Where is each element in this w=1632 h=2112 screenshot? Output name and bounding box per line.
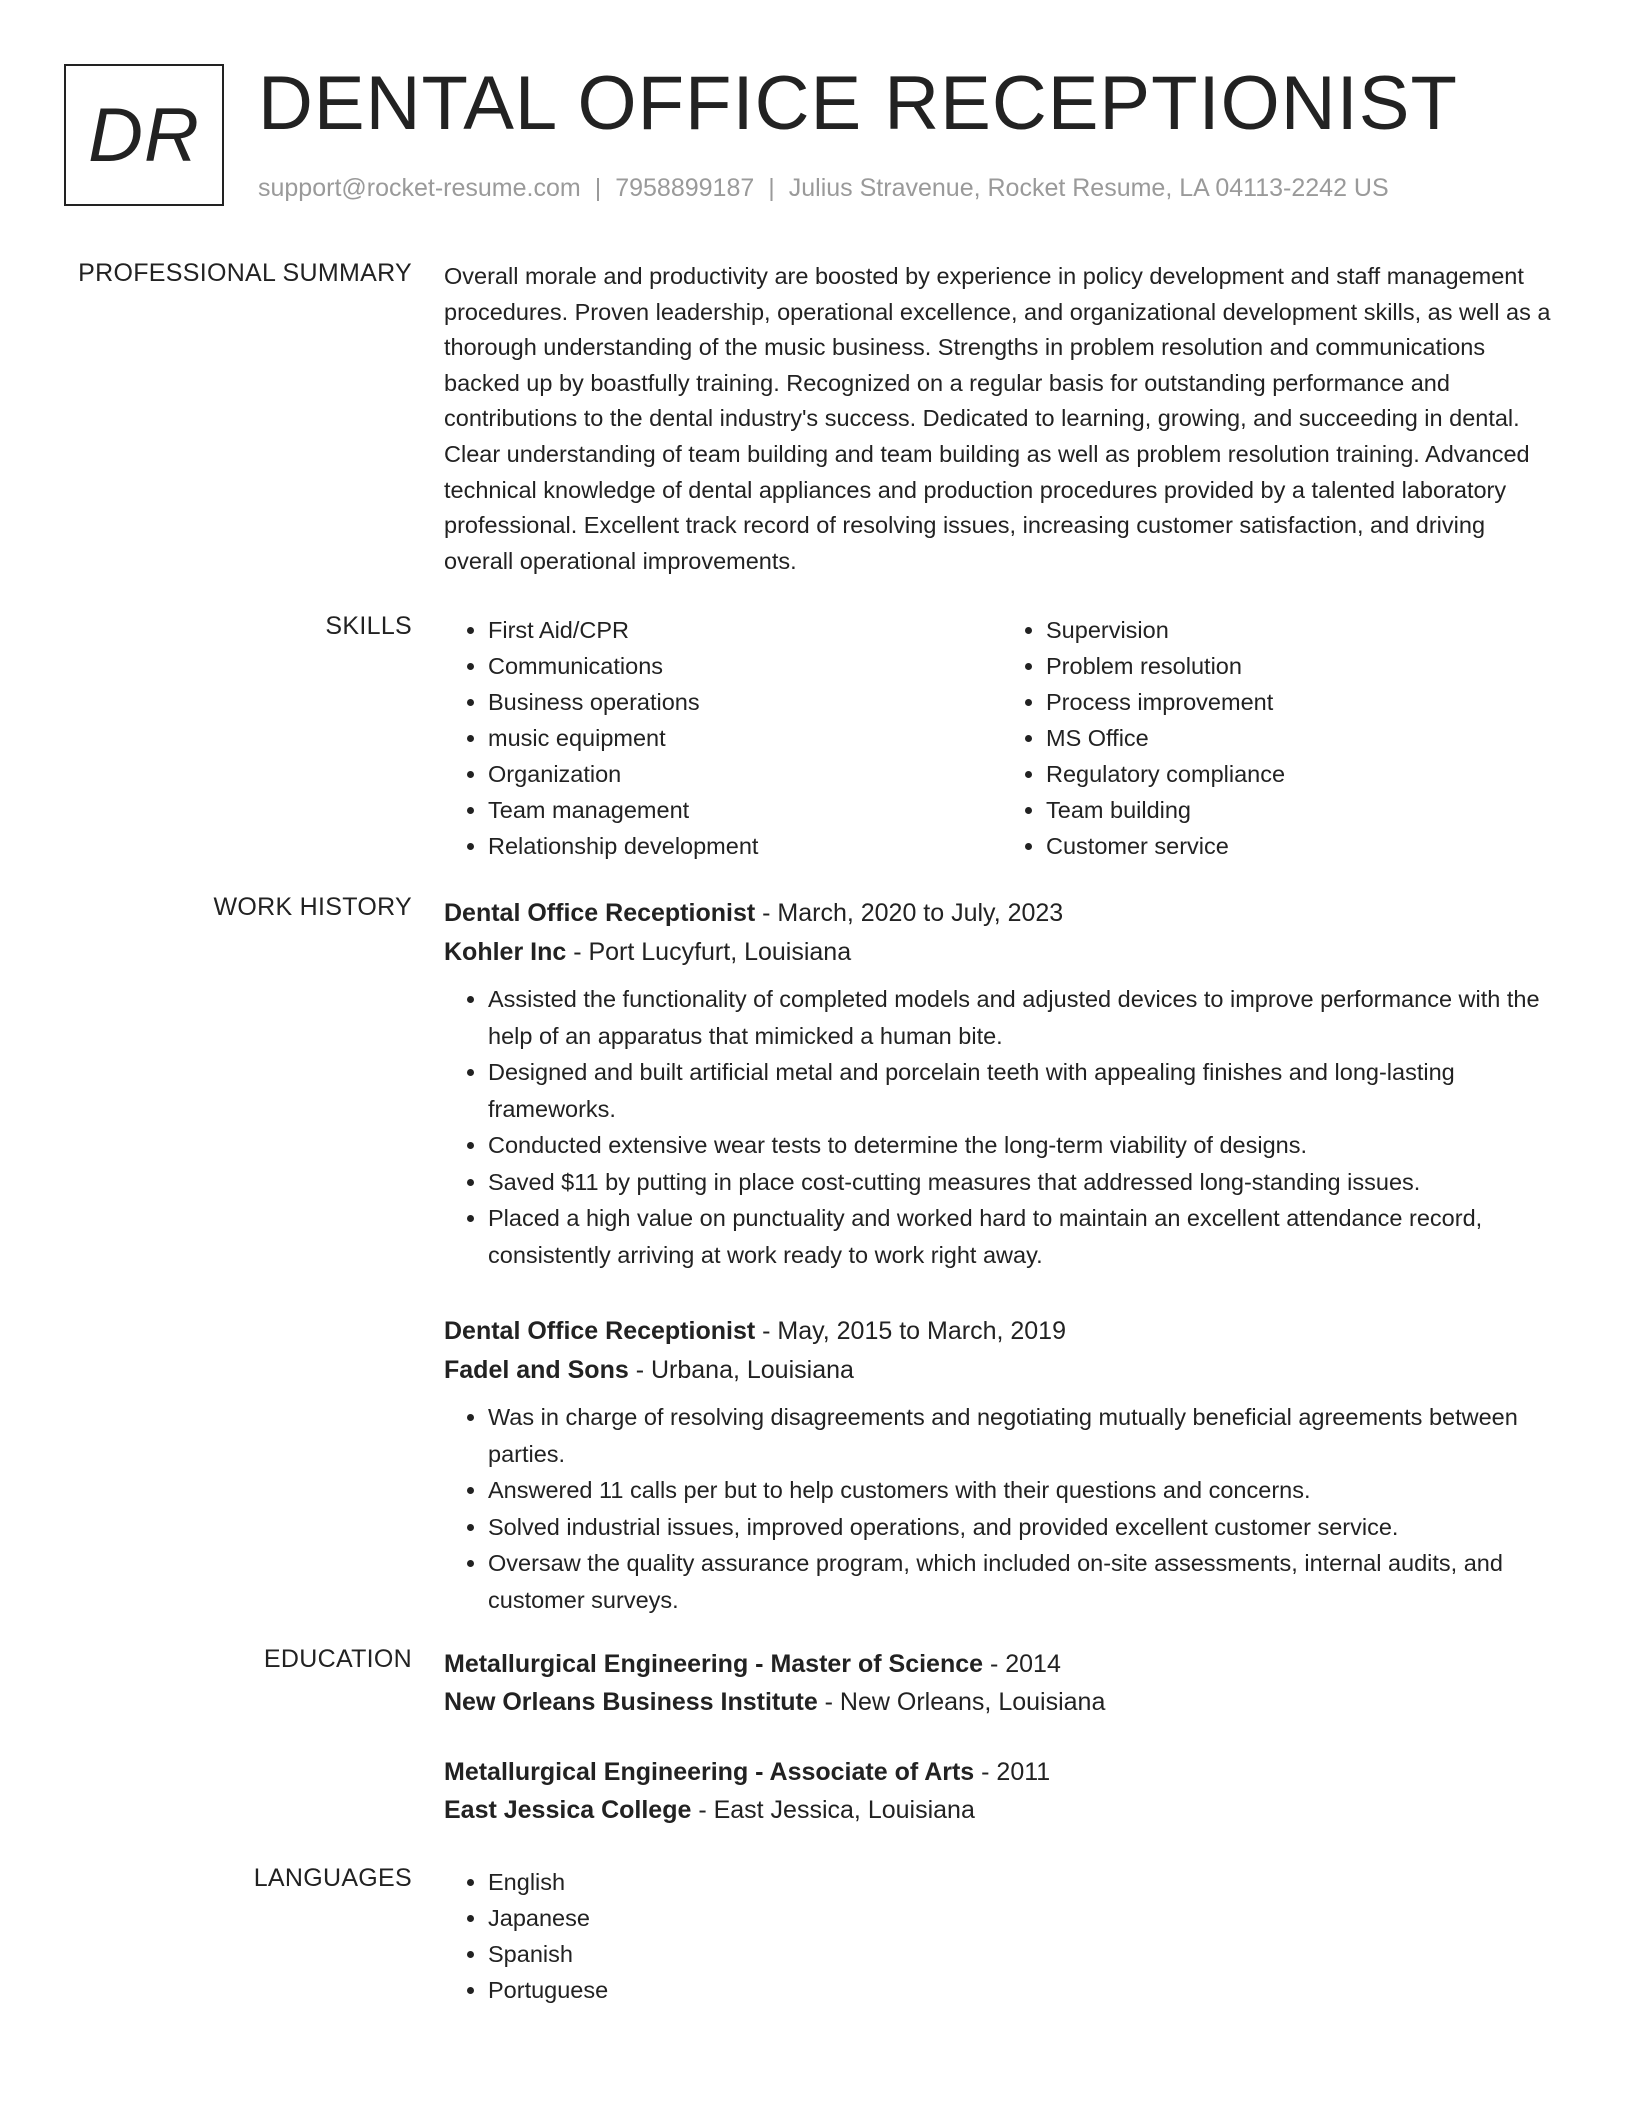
- skill-item: • Team building: [1046, 792, 1560, 828]
- skill-item: • Communications: [488, 648, 1002, 684]
- summary-text: Overall morale and productivity are boosted by experience in policy development and staff management procedures. Proven leadership, operational excellence, and organizational development skills, as well as a thorough understanding of the music business. Strengths in problem resolution and communications backed up by boastfully training. Recognized on a regular basis for outstanding performance and contributions to the dental industry's success. Dedicated to learning, growing, and succeeding in dental. Clear understanding of team building and team building as well as problem resolution training. Advanced technical knowledge of dental appliances and production procedures provided by a talented laboratory professional. Excellent track record of resolving issues, increasing customer satisfaction, and driving overall operational improvements.: [444, 263, 1551, 574]
- skill-item: • MS Office: [1046, 720, 1560, 756]
- contact-separator: |: [768, 174, 775, 202]
- skills-heading: SKILLS: [325, 612, 412, 640]
- education-school: New Orleans Business Institute: [444, 1688, 818, 1716]
- language-item: • Spanish: [488, 1936, 1560, 1972]
- education-location: - East Jessica, Louisiana: [691, 1796, 975, 1824]
- education-entry: [444, 1753, 1560, 1829]
- job-bullet: • Oversaw the quality assurance program, which included on-site assessments, internal audits, and customer surveys.: [488, 1545, 1560, 1618]
- languages-heading: LANGUAGES: [253, 1864, 412, 1892]
- job-bullet: • Assisted the functionality of completed models and adjusted devices to improve performance with the help of an apparatus that mimicked a human bite.: [488, 981, 1560, 1054]
- job-bullets: [444, 1399, 1560, 1618]
- job-bullet: • Solved industrial issues, improved operations, and provided excellent customer service.: [488, 1509, 1560, 1546]
- job-entry: [444, 893, 1560, 1273]
- languages-list: [444, 1864, 1560, 2008]
- education-entry: [444, 1645, 1560, 1721]
- language-item: • Japanese: [488, 1900, 1560, 1936]
- job-dates: - March, 2020 to July, 2023: [755, 899, 1064, 927]
- job-company: Kohler Inc: [444, 938, 567, 966]
- job-bullet: • Conducted extensive wear tests to determine the long-term viability of designs.: [488, 1127, 1560, 1164]
- job-bullet: • Answered 11 calls per but to help customers with their questions and concerns.: [488, 1472, 1560, 1509]
- skill-item: • First Aid/CPR: [488, 612, 1002, 648]
- job-bullets: [444, 981, 1560, 1273]
- job-title: Dental Office Receptionist: [444, 1317, 756, 1345]
- skills-list-left: [444, 612, 1002, 864]
- skill-item: • Relationship development: [488, 828, 1002, 864]
- candidate-name: DENTAL OFFICE RECEPTIONIST: [258, 61, 1458, 146]
- skills-list-right: [1002, 612, 1560, 864]
- job-company: Fadel and Sons: [444, 1356, 629, 1384]
- job-dates: - May, 2015 to March, 2019: [755, 1317, 1066, 1345]
- job-bullet: • Designed and built artificial metal and porcelain teeth with appealing finishes and long-lasting frameworks.: [488, 1054, 1560, 1127]
- skill-item: • music equipment: [488, 720, 1002, 756]
- skill-item: • Organization: [488, 756, 1002, 792]
- job-location: - Urbana, Louisiana: [628, 1356, 854, 1384]
- education-degree: Metallurgical Engineering - Associate of Arts: [444, 1758, 975, 1786]
- contact-email: support@rocket-resume.com: [258, 174, 581, 202]
- skill-item: • Team management: [488, 792, 1002, 828]
- skill-item: • Customer service: [1046, 828, 1560, 864]
- monogram-badge: DR: [64, 64, 224, 206]
- job-bullet: • Was in charge of resolving disagreements and negotiating mutually beneficial agreements between parties.: [488, 1399, 1560, 1472]
- summary-heading: PROFESSIONAL SUMMARY: [78, 259, 412, 287]
- contact-line: [258, 174, 1389, 203]
- contact-separator: |: [594, 174, 602, 202]
- skill-item: • Process improvement: [1046, 684, 1560, 720]
- language-item: • English: [488, 1864, 1560, 1900]
- skill-item: • Regulatory compliance: [1046, 756, 1560, 792]
- education-school: East Jessica College: [444, 1796, 692, 1824]
- job-entry: [444, 1311, 1560, 1618]
- contact-phone: 7958899187: [615, 174, 755, 202]
- language-item: • Portuguese: [488, 1972, 1560, 2008]
- work-history-heading: WORK HISTORY: [213, 893, 412, 921]
- resume-header: [64, 61, 1564, 214]
- education-location: - New Orleans, Louisiana: [817, 1688, 1106, 1716]
- job-bullet: • Placed a high value on punctuality and worked hard to maintain an excellent attendance record, consistently arriving at work ready to work right away.: [488, 1200, 1560, 1273]
- job-location: - Port Lucyfurt, Louisiana: [566, 938, 852, 966]
- job-bullet: • Saved $11 by putting in place cost-cutting measures that addressed long-standing issues.: [488, 1164, 1560, 1201]
- education-year: - 2014: [983, 1650, 1061, 1678]
- skill-item: • Business operations: [488, 684, 1002, 720]
- education-year: - 2011: [974, 1758, 1051, 1786]
- job-title: Dental Office Receptionist: [444, 899, 756, 927]
- contact-address: Julius Stravenue, Rocket Resume, LA 04113-2242 US: [788, 174, 1389, 202]
- skill-item: • Supervision: [1046, 612, 1560, 648]
- skill-item: • Problem resolution: [1046, 648, 1560, 684]
- education-degree: Metallurgical Engineering - Master of Science: [444, 1650, 984, 1678]
- education-heading: EDUCATION: [263, 1645, 412, 1673]
